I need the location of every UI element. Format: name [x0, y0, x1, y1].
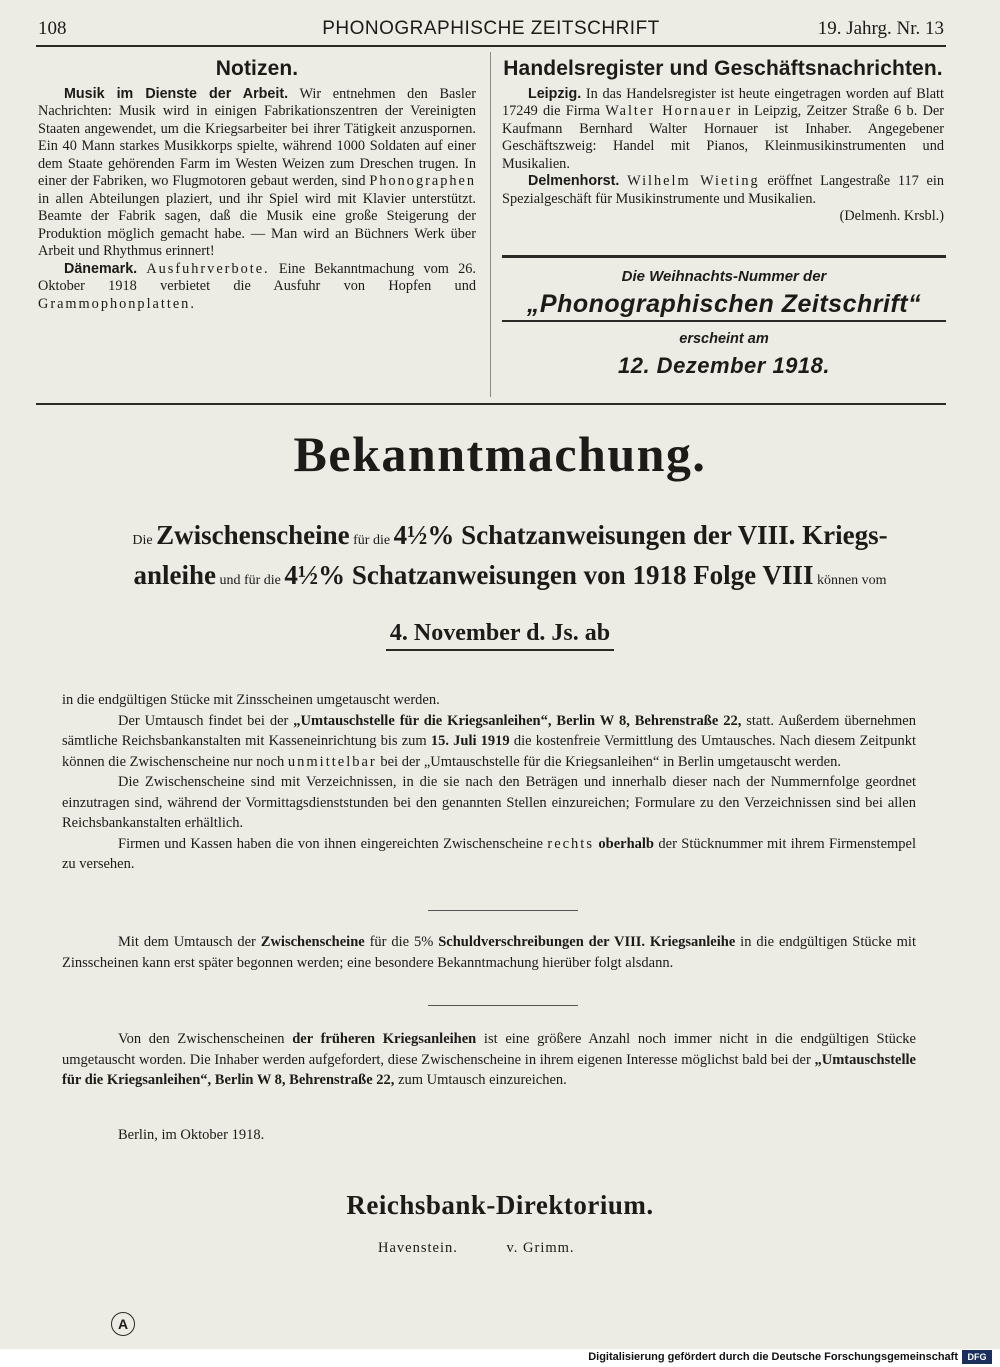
intro-i: Schatzanweisungen von 1918 Folge VIII	[345, 560, 814, 590]
journal-title: PHONOGRAPHISCHE ZEITSCHRIFT	[322, 18, 660, 39]
separator-1	[428, 910, 578, 911]
column-divider	[490, 52, 491, 397]
handel-source: (Delmenh. Krsbl.)	[839, 208, 944, 224]
handel-p2-head: Delmenhorst.	[528, 173, 620, 189]
notizen-p2-spaced: Ausfuhrverbote.	[146, 260, 270, 277]
notizen-p1-text: Wir entnehmen den Basler Nachrichten: Musik wird in einigen Fabrikationszentren der Vereinigten Staaten angewendet, um die Kriegsarbeiter bei ihrer Tätigkeit anzuspornen. Ein 40 Mann starkes Musikkorps spielte, während 1000 Soldaten auf einer dem Staate gehörenden Farm im Westen Weizen zum Dreschen trugen. In einer der Fabriken, wo Flugmotoren gebaut werden, sind	[38, 85, 476, 189]
ad-line-2: „Phonographischen Zeitschrift“	[526, 290, 922, 318]
p2f: unmittelbar	[287, 753, 377, 770]
p2d: 15. Juli 1919	[430, 733, 510, 749]
p6a: Von den Zwischenscheinen	[118, 1031, 293, 1047]
ad-line-1: Die Weihnachts-Nummer der	[621, 268, 827, 285]
page-number: 108	[38, 18, 67, 39]
intro-line-2	[100, 560, 920, 591]
p6c: ist eine größere Anzahl noch immer nicht in die endgültigen Stücke umgetauscht worden. Die Inhaber werden aufgefordert, diese Zwischenscheine in ihrem eigenen Interesse möglichst bald bei der	[62, 1031, 916, 1068]
handel-title: Handelsregister und Geschäftsnachrichten.	[503, 57, 943, 80]
start-date	[0, 620, 1000, 647]
ad-line-4: 12. Dezember 1918.	[617, 353, 831, 378]
notizen-p2-spaced2: Grammophonplatten.	[38, 295, 196, 312]
header-rule	[36, 45, 946, 47]
bekanntmachung-body-2	[62, 932, 916, 973]
p6b: der früheren Kriegsanleihen	[292, 1031, 477, 1047]
p4b: rechts	[547, 835, 594, 852]
handel-p2-text: eröffnet Langestraße 117 ein Spezialgeschäft für Musikinstrumente und Musikalien.	[502, 173, 944, 207]
ad-mid-rule	[502, 320, 946, 322]
p4e: der Stücknummer mit ihrem Firmenstempel zu versehen.	[62, 835, 916, 872]
notizen-column	[38, 57, 476, 313]
p2c: statt. Außerdem übernehmen sämtliche Reichsbankanstalten mit Kasseneinrichtung bis zum	[62, 712, 916, 749]
notizen-p1-text2: in allen Abteilungen plaziert, und ihr Spiel wird mit Klavier unterstützt. Beamte der Fabrik sagen, daß die Musik eine große Steigerung der Produktion möglich gemacht habe. — Man wird an Büchners Werk über Arbeit und Rhythmus erinnert!	[38, 190, 476, 259]
place-date: Berlin, im Oktober 1918.	[118, 1127, 265, 1143]
intro-a: Die	[132, 533, 157, 548]
handel-p1-text: In das Handelsregister ist heute eingetragen worden auf Blatt 17249 die Firma	[502, 85, 944, 119]
section-rule	[36, 403, 946, 405]
issue-label: 19. Jahrg. Nr. 13	[817, 18, 944, 39]
bekanntmachung-body-1	[62, 690, 916, 875]
p6e: zum Umtausch einzureichen.	[394, 1072, 567, 1088]
notizen-title: Notizen.	[215, 57, 299, 80]
intro-b: Zwischenscheine	[156, 520, 350, 550]
p4a: Firmen und Kassen haben die von ihnen eingereichten Zwischenscheine	[118, 835, 548, 852]
p5d: Schuldverschreibungen der VIII. Kriegsanleihe	[438, 934, 736, 950]
handel-paragraph-1	[502, 86, 944, 174]
start-date-text: 4. November d. Js. ab	[386, 620, 614, 651]
handel-column	[502, 57, 944, 226]
notizen-p1-spaced: Phonographen	[369, 173, 476, 189]
ad-top-rule	[502, 255, 946, 258]
dfg-logo: DFG	[962, 1350, 992, 1364]
intro-line-1	[100, 520, 920, 551]
intro-j: können vom	[813, 573, 887, 588]
body-p5	[62, 932, 916, 973]
separator-2	[428, 1005, 578, 1006]
notizen-p2-head: Dänemark.	[64, 260, 138, 277]
notizen-p2-text: Eine Bekanntmachung vom 26. Oktober 1918 verbietet die Ausfuhr von Hopfen und	[38, 260, 476, 294]
signer-1: Havenstein.	[378, 1240, 458, 1256]
p2e: die kostenfreie Vermittlung des Umtausches. Nach diesem Zeitpunkt können die Zwischenscheine nur noch	[62, 733, 916, 770]
notizen-p1-head: Musik im Dienste der Arbeit.	[64, 85, 289, 102]
p5b: Zwischenscheine	[260, 934, 365, 950]
footer-credit: Digitalisierung gefördert durch die Deutsche Forschungsgemeinschaft	[588, 1351, 958, 1363]
p5a: Mit dem Umtausch der	[118, 934, 261, 950]
handel-p1-spaced: Walter Hornauer	[605, 103, 733, 119]
handel-p1-head: Leipzig.	[528, 85, 582, 102]
handel-p1-text2: in Leipzig, Zeitzer Straße 6 b. Der Kaufmann Bernhard Walter Hornauer ist Inhaber. Angegebener Geschäftszweig: Handel mit Pianos, Kleinmusikinstrumenten und Musikalien.	[502, 103, 944, 172]
running-header	[38, 18, 944, 44]
ad-line-3: erscheint am	[679, 331, 769, 347]
body-p6	[62, 1029, 916, 1091]
bekanntmachung-body-3	[62, 1029, 916, 1091]
handel-paragraph-2	[502, 173, 944, 224]
body-p3: Die Zwischenscheine sind mit Verzeichnissen, in die sie nach den Beträgen und innerhalb dieser nach der Nummernfolge geordnet einzutragen sind, während der Vormittagsdienststunden bei den genannten Stellen einzureichen; Formulare zu den Verzeichnissen sind bei allen Reichsbankanstalten erhältlich.	[62, 774, 916, 831]
p2g: bei der „Umtauschstelle für die Kriegsanleihen“ in Berlin umgetauscht werden.	[376, 753, 841, 770]
p5e: in die endgültigen Stücke mit Zinsscheinen kann erst später begonnen werden; eine besondere Bekanntmachung hierüber folgt alsdann.	[62, 934, 916, 971]
intro-d: 4½%	[393, 520, 455, 550]
intro-f: anleihe	[133, 560, 216, 590]
body-p4	[62, 834, 916, 875]
notizen-paragraph-2	[38, 261, 476, 314]
p6d: „Umtauschstelle für die Kriegsanleihen“, Berlin W 8, Behrenstraße 22,	[62, 1051, 916, 1088]
authority-title: Reichsbank-Direktorium.	[346, 1190, 654, 1220]
bekanntmachung-title: Bekanntmachung.	[293, 426, 707, 482]
p5c: für die 5%	[364, 934, 439, 950]
body-p1: in die endgültigen Stücke mit Zinsscheinen umgetauscht werden.	[62, 692, 440, 708]
p2b: „Umtauschstelle für die Kriegsanleihen“, Berlin W 8, Behrenstraße 22,	[293, 712, 742, 729]
intro-g: und für die	[215, 573, 285, 588]
body-p2	[62, 711, 916, 773]
intro-c: für die	[349, 533, 394, 548]
p2a: Der Umtausch findet bei der	[118, 712, 294, 729]
p4d: oberhalb	[598, 835, 654, 852]
notizen-paragraph-1	[38, 86, 476, 261]
intro-h: 4½%	[284, 560, 346, 590]
handel-p2-spaced: Wilhelm Wieting	[627, 173, 760, 189]
intro-e: Schatzanweisungen der VIII. Kriegs-	[454, 520, 888, 550]
signatories	[378, 1240, 619, 1257]
circled-a-mark: A	[111, 1312, 135, 1336]
signer-2: v. Grimm.	[506, 1240, 575, 1256]
